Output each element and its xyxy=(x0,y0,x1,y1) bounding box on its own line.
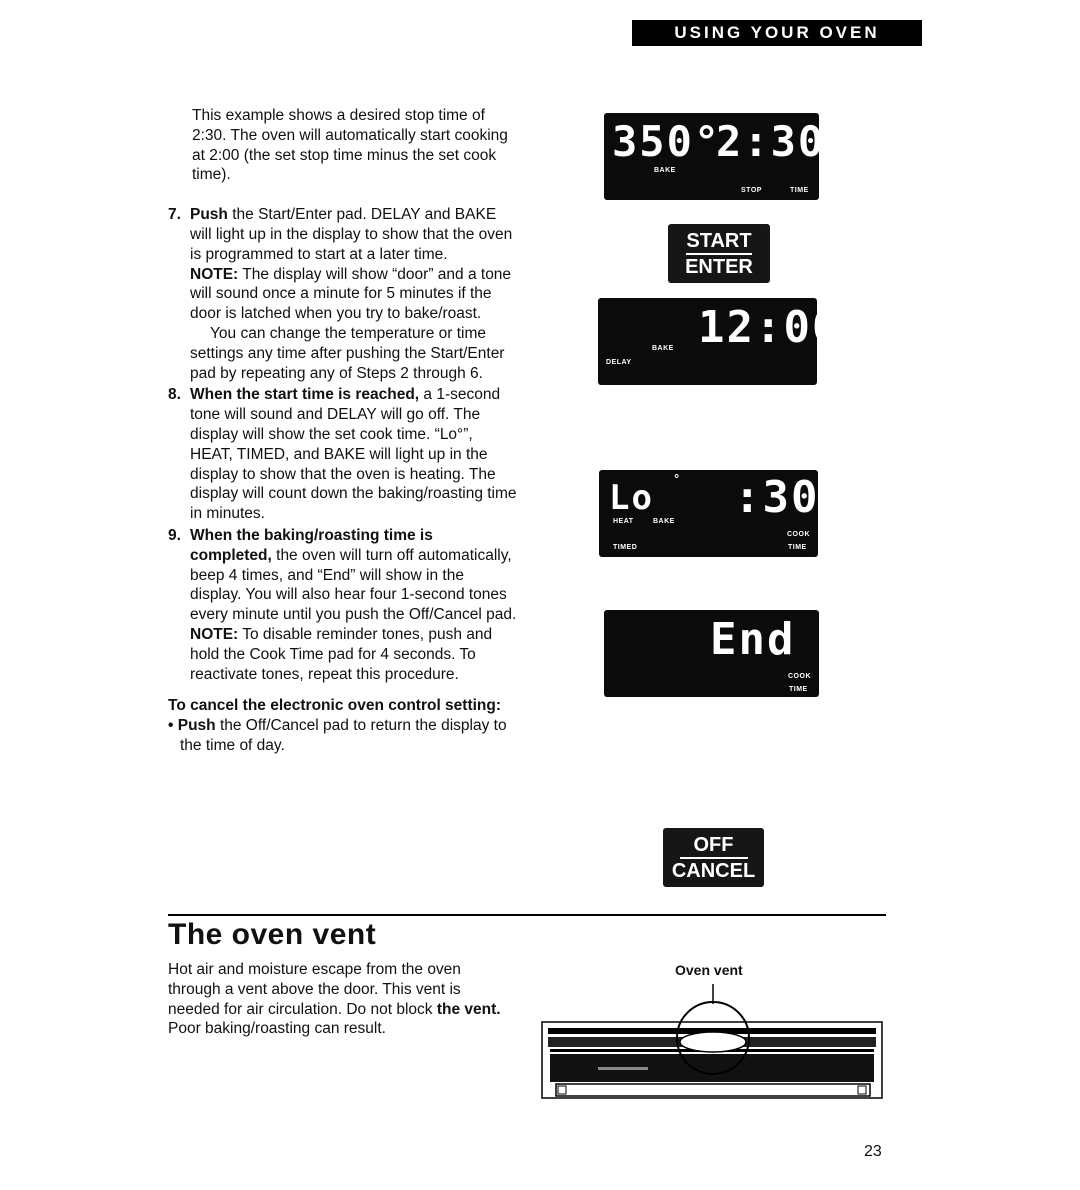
cook-label: COOK xyxy=(787,531,810,538)
step-extra: You can change the temperature or time settings any time after pushing the Start/Enter pad by repeating any of Steps 2 through 6. xyxy=(190,324,505,382)
bake-label: BAKE xyxy=(653,518,675,525)
vent-paragraph xyxy=(168,960,513,1039)
display-clock: 12:00 xyxy=(698,302,841,353)
display-degree: ° xyxy=(673,472,683,486)
step-number: 7. xyxy=(168,206,181,224)
vent-text-a: Hot air and moisture escape from the oven through a vent above the door. This vent is needed for air circulation. Do not block xyxy=(168,961,461,1018)
time-label: TIME xyxy=(788,544,807,551)
cancel-bullet xyxy=(168,716,518,756)
step-lead: When the baking/roasting time is completed, xyxy=(190,526,433,564)
display-delay xyxy=(598,298,841,385)
cancel-label: CANCEL xyxy=(671,860,756,882)
section-header: USING YOUR OVEN xyxy=(632,20,922,46)
step-lead: Push xyxy=(190,206,228,224)
vent-heading: The oven vent xyxy=(168,918,377,951)
cancel-heading: To cancel the electronic oven control setting: xyxy=(168,697,502,715)
stop-label: STOP xyxy=(741,187,762,194)
off-label: OFF xyxy=(680,833,748,859)
display-end-text: End xyxy=(710,614,796,665)
delay-label: DELAY xyxy=(606,359,632,366)
page-number: 23 xyxy=(864,1143,882,1160)
step-number: 9. xyxy=(168,526,181,544)
display-stop-time xyxy=(604,113,826,200)
vent-text-bold: the vent. xyxy=(436,1000,501,1018)
step-text: the Start/Enter pad. DELAY and BAKE will light up in the display to show that the oven is programmed to start at a later time. xyxy=(190,206,513,263)
step-text: the oven will turn off automatically, beep 4 times, and “End” will show in the display. You will also hear four 1-second tones every minute until you push the Off/Cancel pad. xyxy=(190,546,517,624)
off-cancel-pad[interactable] xyxy=(663,828,764,887)
step-8 xyxy=(168,385,518,524)
display-end xyxy=(604,610,819,697)
intro-paragraph: This example shows a desired stop time of 2:30. The oven will automatically start cooking at 2:00 (the set stop time minus the set cook time). xyxy=(192,107,508,184)
time-label: TIME xyxy=(790,187,809,194)
bullet-lead: • Push xyxy=(168,717,216,735)
step-9 xyxy=(168,526,518,684)
display-lo: Lo xyxy=(609,478,654,518)
bake-label: BAKE xyxy=(654,167,676,174)
instructions-column xyxy=(168,106,518,756)
display-cook-time: :30 xyxy=(734,472,820,523)
oven-vent-caption: Oven vent xyxy=(675,962,743,978)
step-7 xyxy=(168,205,518,383)
time-label: TIME xyxy=(789,686,808,693)
step-lead: When the start time is reached, xyxy=(190,386,420,404)
display-temperature: 350° xyxy=(612,117,722,166)
note-label: NOTE: xyxy=(190,265,239,283)
note-text: The display will show “door” and a tone will sound once a minute for 5 minutes if the door is latched when you try to bake/roast. xyxy=(190,265,512,323)
section-divider xyxy=(168,914,886,916)
note-text: To disable reminder tones, push and hold the Cook Time pad for 4 seconds. To reactivate tones, repeat this procedure. xyxy=(190,625,493,683)
start-label: START xyxy=(686,229,751,255)
bullet-text: the Off/Cancel pad to return the display to the time of day. xyxy=(180,717,507,754)
enter-label: ENTER xyxy=(685,256,753,278)
note-label: NOTE: xyxy=(190,625,239,643)
oven-vent-illustration xyxy=(538,982,888,1104)
heat-label: HEAT xyxy=(613,518,634,525)
step-text: a 1-second tone will sound and DELAY will go off. The display will show the set cook time. “Lo°”, HEAT, TIMED, and BAKE will light up in the display to show that the oven is heating. The display will count down the baking/roasting time in minutes. xyxy=(190,386,517,523)
cook-label: COOK xyxy=(788,673,811,680)
start-enter-pad[interactable] xyxy=(668,224,770,283)
timed-label: TIMED xyxy=(613,544,638,551)
display-clock: 2:30 xyxy=(716,117,826,166)
bake-label: BAKE xyxy=(652,345,674,352)
vent-text-b: Poor baking/roasting can result. xyxy=(168,1020,386,1038)
display-heating xyxy=(599,470,818,557)
step-number: 8. xyxy=(168,386,181,404)
